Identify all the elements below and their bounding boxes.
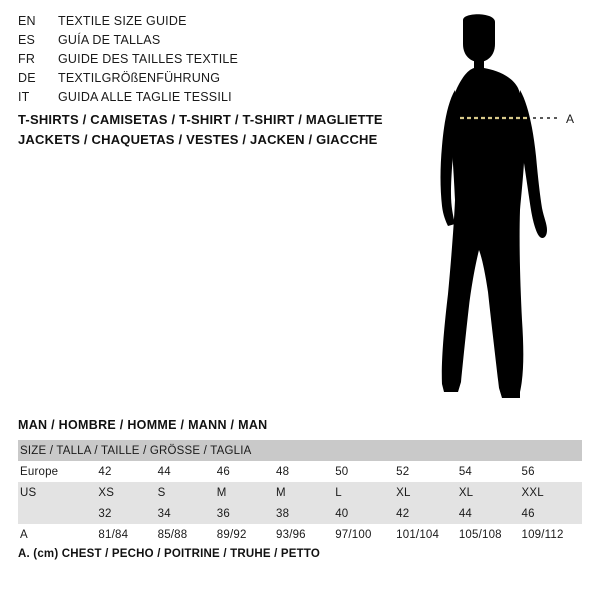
- male-figure-illustration: [400, 10, 600, 410]
- cell: 81/84: [96, 524, 155, 545]
- cell: 48: [274, 461, 333, 482]
- cell: 101/104: [394, 524, 457, 545]
- cell: 42: [394, 503, 457, 524]
- cell: XL: [457, 482, 520, 503]
- cell: XXL: [519, 482, 582, 503]
- chest-callout-label: A: [566, 112, 575, 126]
- cell: 44: [156, 461, 215, 482]
- cell: 34: [156, 503, 215, 524]
- row-label: US: [18, 482, 96, 503]
- language-row: [18, 52, 418, 71]
- language-row: [18, 71, 418, 90]
- cell: 40: [333, 503, 394, 524]
- language-code: IT: [18, 90, 30, 104]
- cell: XS: [96, 482, 155, 503]
- category-block: [18, 110, 438, 150]
- cell: 54: [457, 461, 520, 482]
- footnote: A. (cm) CHEST / PECHO / POITRINE / TRUHE / PETTO: [18, 548, 321, 560]
- cell: 85/88: [156, 524, 215, 545]
- cell: 36: [215, 503, 274, 524]
- cell: 32: [96, 503, 155, 524]
- language-code: ES: [18, 33, 36, 47]
- cell: 46: [519, 503, 582, 524]
- figure-silhouette-icon: [400, 10, 600, 410]
- cell: L: [333, 482, 394, 503]
- cell: 46: [215, 461, 274, 482]
- language-text: GUIDA ALLE TAGLIE TESSILI: [58, 90, 232, 104]
- cell: M: [215, 482, 274, 503]
- table-row-header: [18, 440, 582, 461]
- language-code: EN: [18, 14, 36, 28]
- cell: S: [156, 482, 215, 503]
- table-row: [18, 503, 582, 524]
- cell: 50: [333, 461, 394, 482]
- cell: 52: [394, 461, 457, 482]
- cell: 56: [519, 461, 582, 482]
- table-row: [18, 461, 582, 482]
- cell: 44: [457, 503, 520, 524]
- cell: 97/100: [333, 524, 394, 545]
- language-row: [18, 33, 418, 52]
- language-text: TEXTILE SIZE GUIDE: [58, 14, 187, 28]
- language-code: FR: [18, 52, 36, 66]
- row-label: A: [18, 524, 96, 545]
- category-line-tshirts: T-SHIRTS / CAMISETAS / T-SHIRT / T-SHIRT / MAGLIETTE: [18, 112, 383, 127]
- cell: 89/92: [215, 524, 274, 545]
- table-row: [18, 524, 582, 545]
- cell: XL: [394, 482, 457, 503]
- row-label: Europe: [18, 461, 96, 482]
- table-row: [18, 482, 582, 503]
- language-text: TEXTILGRÖßENFÜHRUNG: [58, 71, 221, 85]
- row-label: [18, 503, 96, 524]
- cell: 38: [274, 503, 333, 524]
- language-row: [18, 90, 418, 109]
- language-header-block: [18, 14, 418, 109]
- table-header-label: SIZE / TALLA / TAILLE / GRÖSSE / TAGLIA: [18, 440, 582, 461]
- size-table: [18, 440, 582, 545]
- cell: 42: [96, 461, 155, 482]
- language-text: GUÍA DE TALLAS: [58, 33, 161, 47]
- language-code: DE: [18, 71, 36, 85]
- cell: M: [274, 482, 333, 503]
- category-line-jackets: JACKETS / CHAQUETAS / VESTES / JACKEN / GIACCHE: [18, 132, 378, 147]
- language-text: GUIDE DES TAILLES TEXTILE: [58, 52, 239, 66]
- cell: 109/112: [519, 524, 582, 545]
- cell: 93/96: [274, 524, 333, 545]
- cell: 105/108: [457, 524, 520, 545]
- language-row: [18, 14, 418, 33]
- table-title: MAN / HOMBRE / HOMME / MANN / MAN: [18, 418, 268, 432]
